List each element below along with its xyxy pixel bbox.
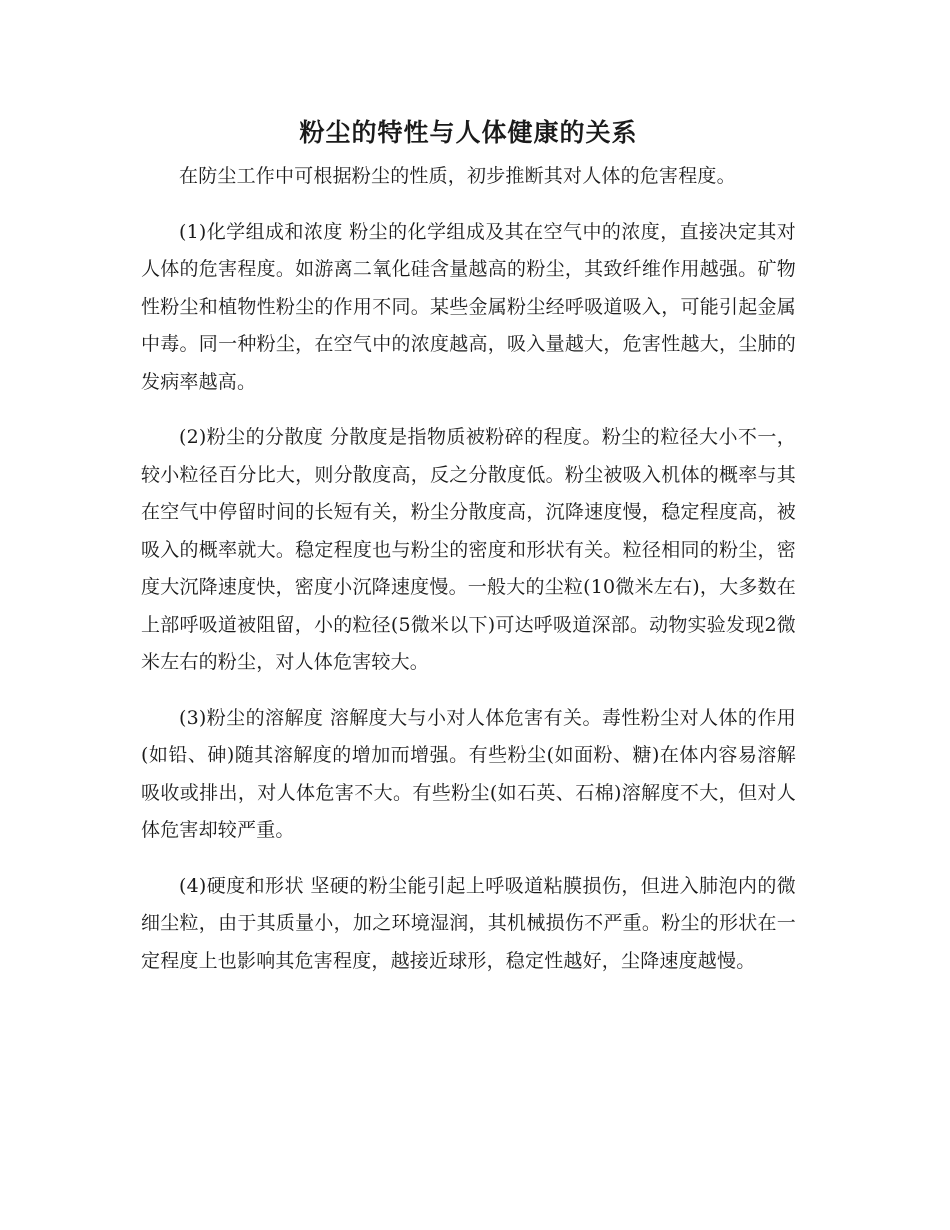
document-title: 粉尘的特性与人体健康的关系 (299, 118, 638, 147)
paragraph-chemical-composition: (1)化学组成和浓度 粉尘的化学组成及其在空气中的浓度，直接决定其对人体的危害程度。如游离二氧化硅含量越高的粉尘，其致纤维作用越强。矿物性粉尘和植物性粉尘的作用不同。某些金属粉尘经呼吸道吸入，可能引起金属中毒。同一种粉尘，在空气中的浓度越高，吸入量越大，危害性越大，尘肺的发病率越高。 (141, 220, 796, 393)
paragraph-dispersion: (2)粉尘的分散度 分散度是指物质被粉碎的程度。粉尘的粒径大小不一，较小粒径百分比大，则分散度高，反之分散度低。粉尘被吸入机体的概率与其在空气中停留时间的长短有关，粉尘分散度高，沉降速度慢，稳定程度高，被吸入的概率就大。稳定程度也与粉尘的密度和形状有关。粒径相同的粉尘，密度大沉降速度快，密度小沉降速度慢。一般大的尘粒(10微米左右)，大多数在上部呼吸道被阻留，小的粒径(5微米以下)可达呼吸道深部。动物实验发现2微米左右的粉尘，对人体危害较大。 (141, 426, 796, 673)
document-page (141, 113, 796, 998)
paragraph-intro: 在防尘工作中可根据粉尘的性质，初步推断其对人体的危害程度。 (179, 165, 736, 187)
paragraph-hardness-shape: (4)硬度和形状 坚硬的粉尘能引起上呼吸道粘膜损伤，但进入肺泡内的微细尘粒，由于其质量小，加之环境湿润，其机械损伤不严重。粉尘的形状在一定程度上也影响其危害程度，越接近球形，稳定性越好，尘降速度越慢。 (141, 874, 796, 972)
paragraph-solubility: (3)粉尘的溶解度 溶解度大与小对人体危害有关。毒性粉尘对人体的作用(如铅、砷)随其溶解度的增加而增强。有些粉尘(如面粉、糖)在体内容易溶解吸收或排出，对人体危害不大。有些粉尘(如石英、石棉)溶解度不大，但对人体危害却较严重。 (141, 706, 796, 841)
